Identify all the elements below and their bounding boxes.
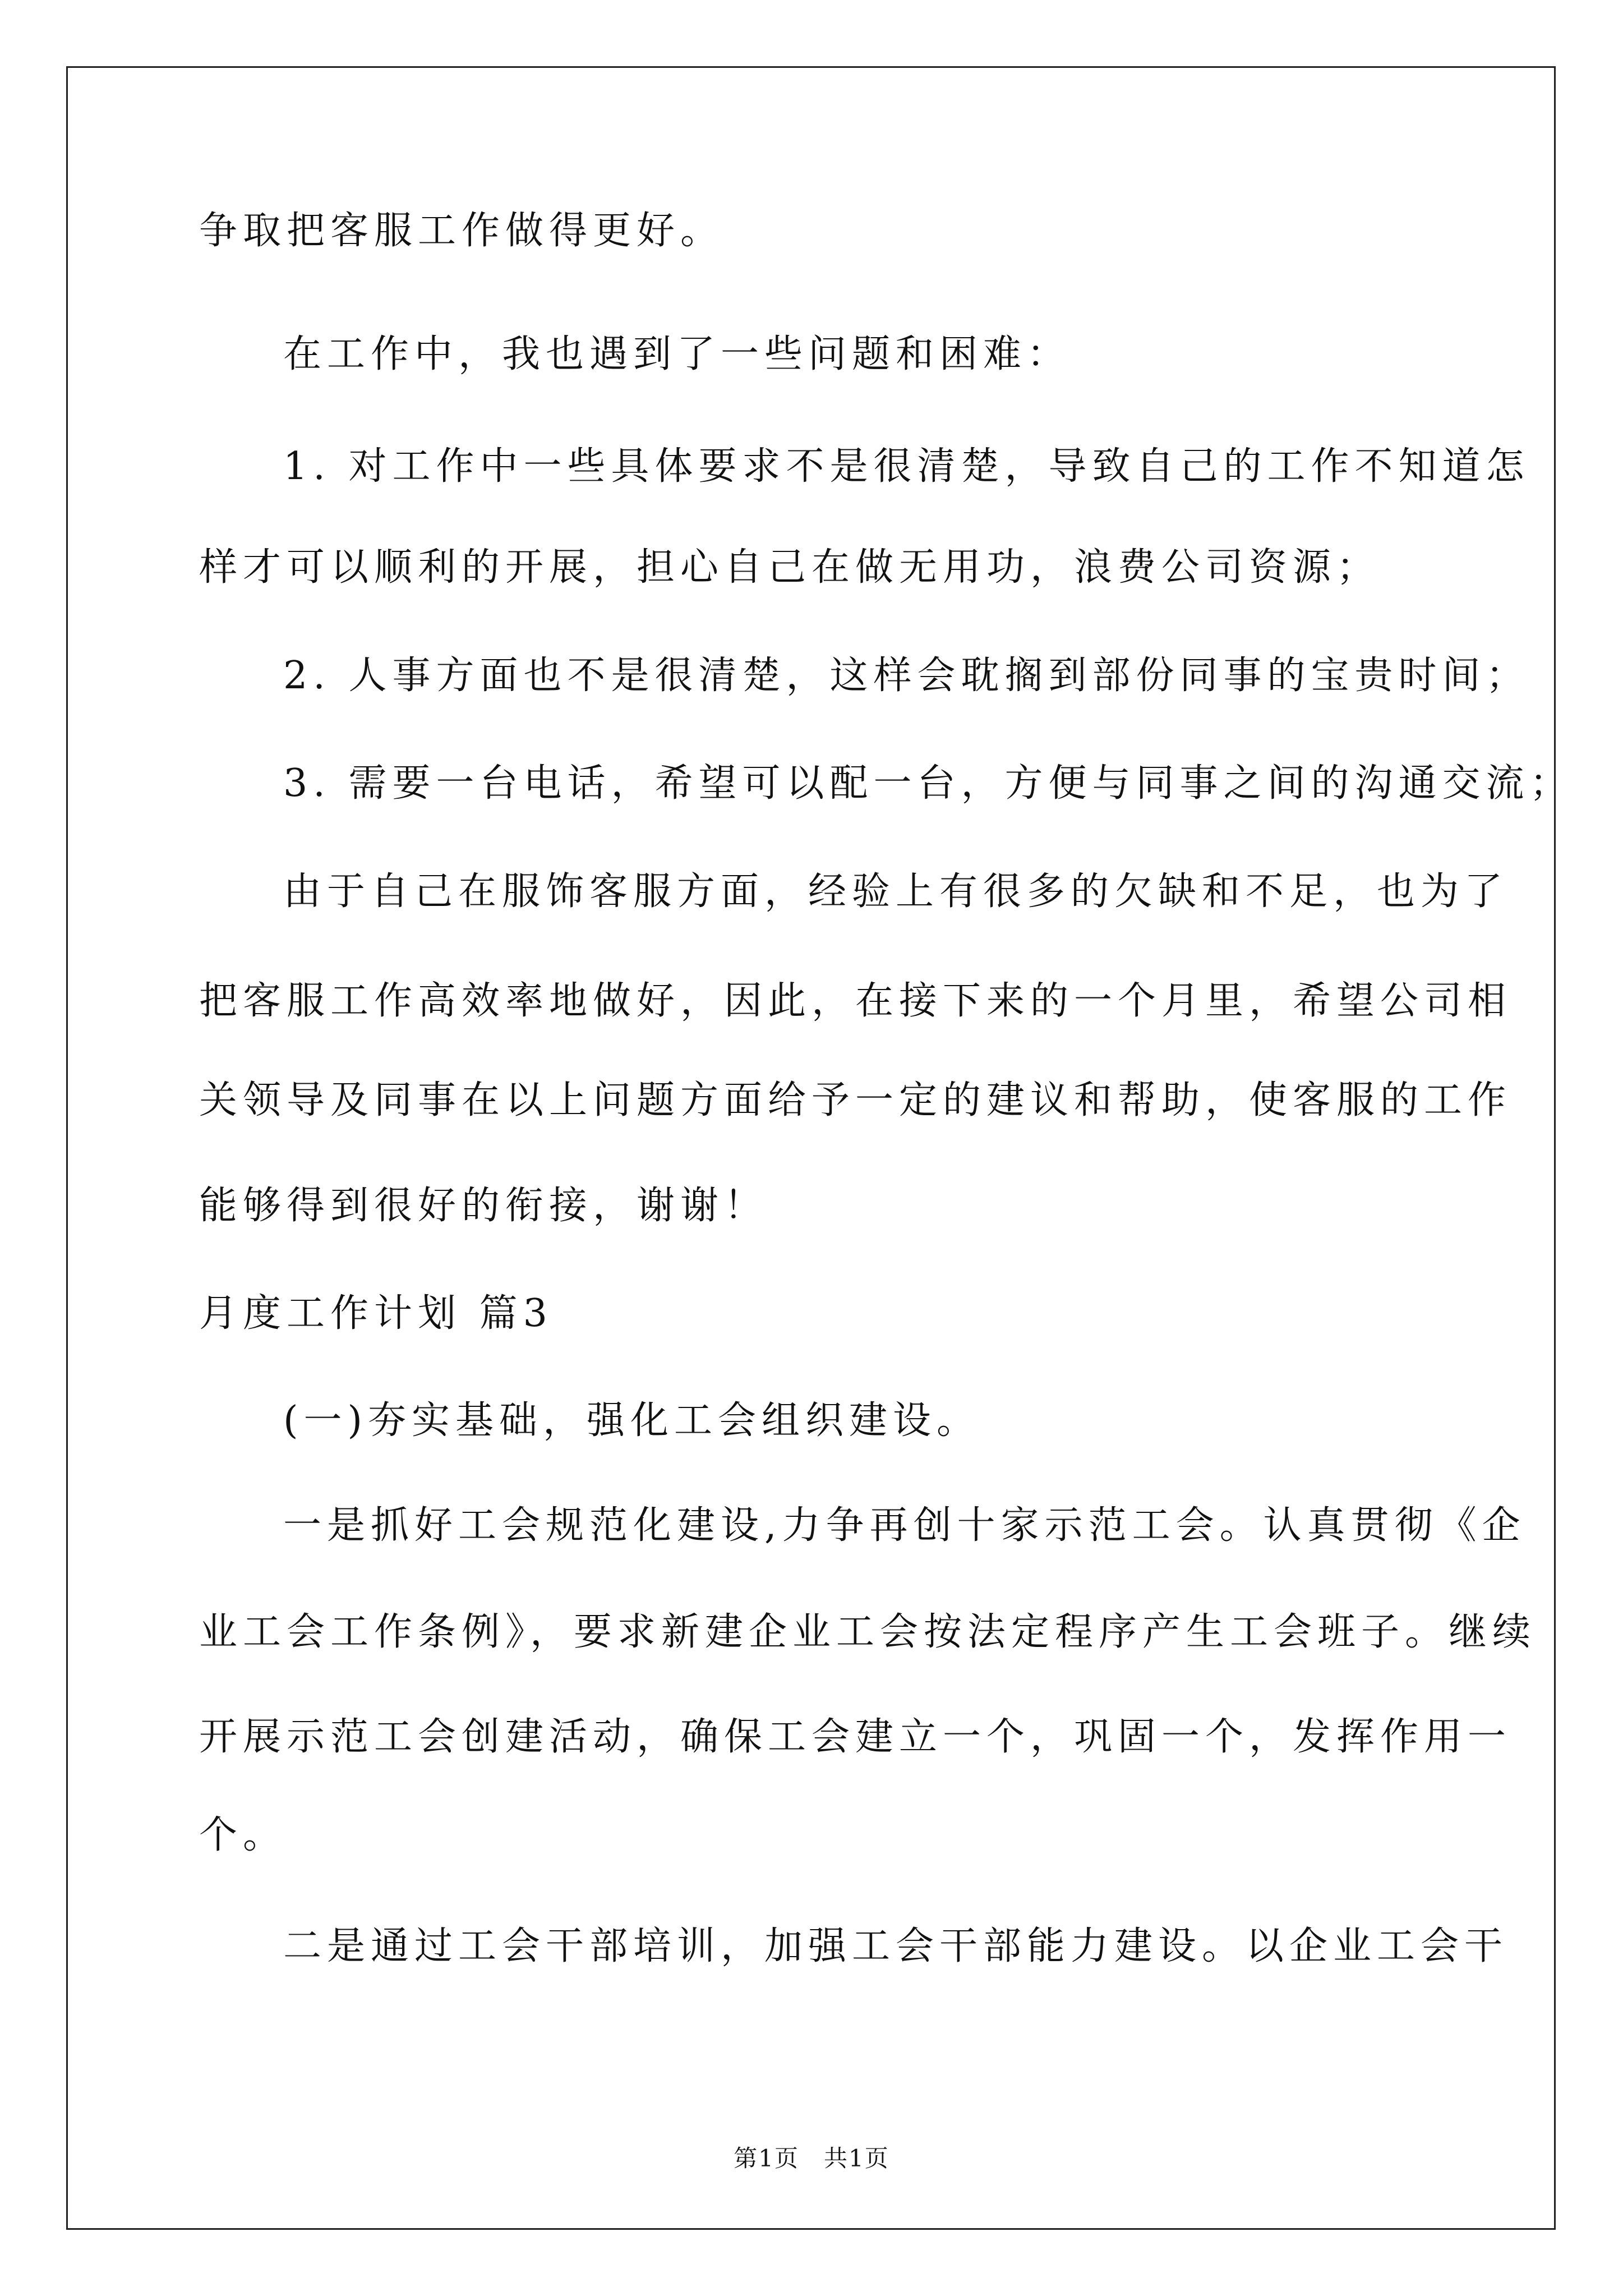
paragraph-line: 能够得到很好的衔接，谢谢！: [199, 1184, 768, 1228]
section-heading: 月度工作计划 篇3: [199, 1291, 553, 1336]
paragraph-line: 业工会工作条例》，要求新建企业工会按法定程序产生工会班子。继续: [199, 1610, 1537, 1654]
list-item-1-line-1: 1. 对工作中一些具体要求不是很清楚，导致自己的工作不知道怎: [283, 444, 1530, 489]
page-number-footer: 第1页 共1页: [734, 2145, 889, 2172]
paragraph-line: 个。: [199, 1813, 287, 1857]
paragraph-line: 把客服工作高效率地做好，因此，在接下来的一个月里，希望公司相: [199, 979, 1512, 1023]
list-item-3: 3. 需要一台电话，希望可以配一台，方便与同事之间的沟通交流；: [283, 761, 1574, 806]
list-item-1-line-2: 样才可以顺利的开展，担心自己在做无用功，浪费公司资源；: [199, 545, 1381, 590]
paragraph-line: 在工作中，我也遇到了一些问题和困难：: [283, 332, 1071, 376]
page-border: [66, 66, 1556, 2230]
list-item-2: 2. 人事方面也不是很清楚，这样会耽搁到部份同事的宝贵时间；: [283, 654, 1530, 698]
paragraph-line: 争取把客服工作做得更好。: [199, 209, 725, 253]
paragraph-line: 一是抓好工会规范化建设,力争再创十家示范工会。认真贯彻《企: [283, 1503, 1526, 1548]
paragraph-line: 由于自己在服饰客服方面，经验上有很多的欠缺和不足，也为了: [283, 869, 1509, 914]
paragraph-line: 开展示范工会创建活动，确保工会建立一个，巩固一个，发挥作用一: [199, 1715, 1512, 1759]
subsection-heading: (一)夯实基础，强化工会组织建设。: [283, 1398, 981, 1443]
paragraph-line: 关领导及同事在以上问题方面给予一定的建议和帮助，使客服的工作: [199, 1078, 1512, 1122]
paragraph-line: 二是通过工会干部培训，加强工会干部能力建设。以企业工会干: [283, 1924, 1509, 1968]
